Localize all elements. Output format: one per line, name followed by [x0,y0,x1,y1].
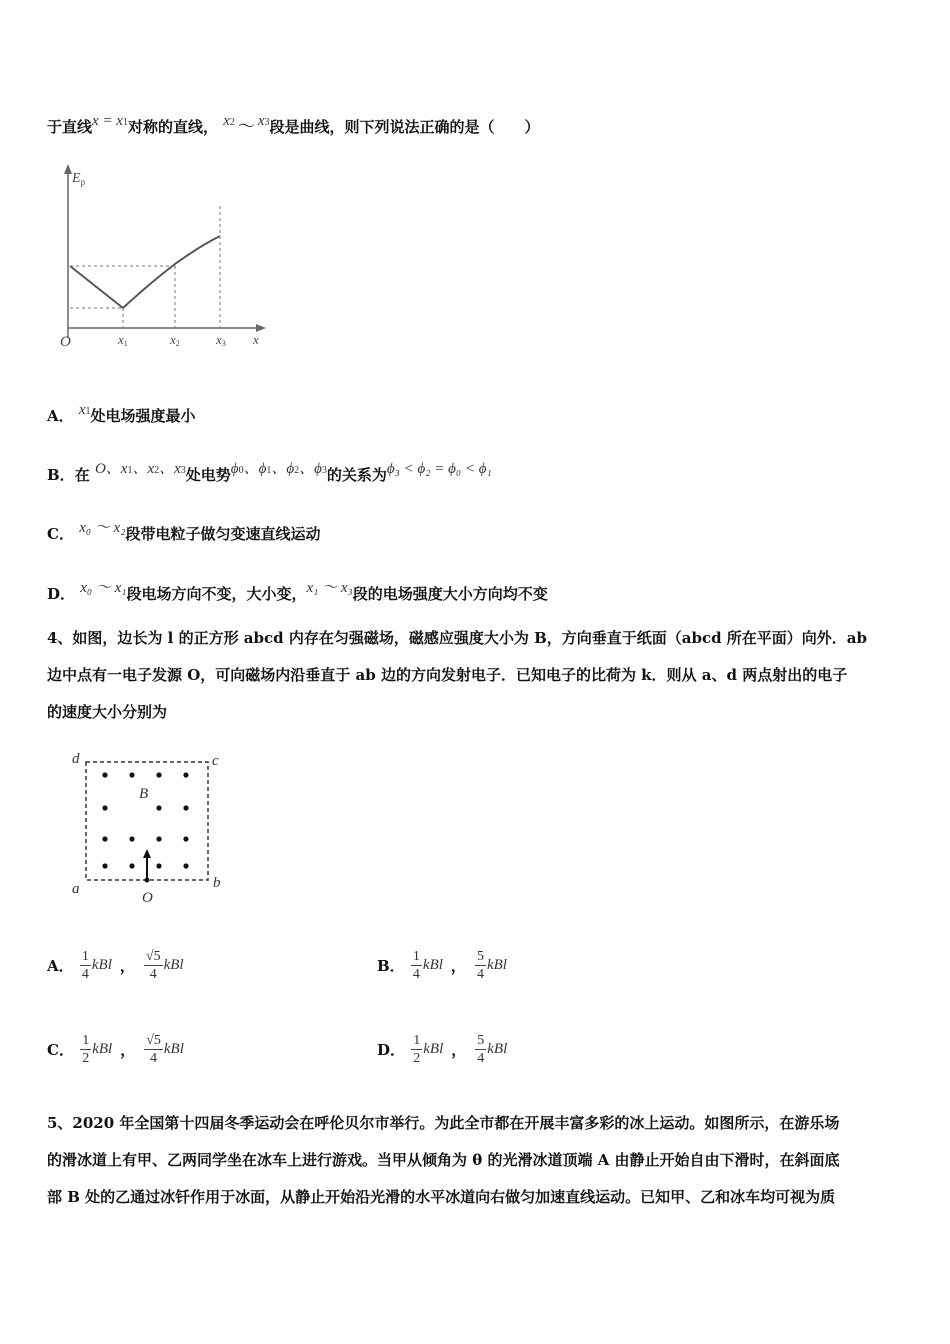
corner-a: a [72,881,80,897]
q3-option-b[interactable] [47,461,492,485]
unit: kBl [163,1041,184,1057]
option-b-pre: 在 [74,466,90,484]
fraction: $\frac{√5}{4}$ [145,949,161,982]
unit: kBl [487,1041,508,1057]
fraction: $\frac{1}{2}$ [82,1033,90,1066]
ep-line-segment [70,266,123,308]
option-d-range2: x₁ ～ x₃ [306,580,353,596]
q5-stem-line: 5、2020 年全国第十四届冬季运动会在呼伦贝尔市举行。为此全市都在开展丰富多彩的冰上运动。如图所示，在游乐场 [47,1114,840,1132]
option-b-phis: ϕ0、ϕ1、ϕ2、ϕ3 [230,461,327,477]
q4-option-d[interactable]: D． $\frac{1}{2}$ kBl ， $\frac{5}{4}$ kBl [377,1033,508,1066]
q3-option-a[interactable] [47,402,196,426]
option-d-text2: 段的电场强度大小方向均不变 [352,585,548,603]
option-label: B． [47,466,75,484]
arrow-head [143,849,151,858]
q3-ep-graph [50,158,280,358]
fraction: $\frac{1}{4}$ [412,949,420,982]
option-label: A． [47,957,74,975]
origin-label: O [60,334,71,350]
q3-stem-equation: x = x1 [92,113,128,129]
q3-stem-prefix: 于直线 [47,118,93,136]
option-label: C． [47,1041,74,1059]
q5-stem [47,1105,905,1216]
fraction: $\frac{√5}{4}$ [146,1033,161,1066]
unit: kBl [423,1041,444,1057]
unit: kBl [91,957,112,973]
unit: kBl [92,1041,113,1057]
unit: kBl [422,957,443,973]
option-d-text1: 段电场方向不变，大小变， [126,585,307,603]
q5-stem-line: 部 B 处的乙通过冰钎作用于冰面，从静止开始沿光滑的水平冰道向右做匀加速直线运动。已知甲、乙和冰车均可视为质 [47,1188,836,1206]
tick-x2: x2 [170,332,180,348]
tick-x1: x1 [118,332,128,348]
option-label: D． [377,1041,406,1059]
q3-stem-mid: 对称的直线， [127,118,218,136]
option-a-text: 处电场强度最小 [90,407,196,425]
corner-b: b [213,875,221,891]
q3-range-end: x3 [257,113,270,129]
option-b-points: O、x1、x2、x3 [94,461,186,477]
q4-stem-line: 4、如图，边长为 l 的正方形 abcd 内存在匀强磁场，磁感应强度大小为 B，方向垂直于纸面（abcd 所在平面）向外．ab [47,629,868,647]
q3-option-c[interactable] [47,520,321,544]
fraction: $\frac{5}{4}$ [477,1033,485,1066]
unit: kBl [486,957,507,973]
q4-option-b[interactable]: B． $\frac{1}{4}$ kBl ， $\frac{5}{4}$ kBl [377,949,507,982]
q3-stem-suffix: 段是曲线，则下列说法正确的是（ ） [269,118,540,136]
q3-option-d[interactable] [47,580,548,604]
q4-magnetic-field-figure [62,745,232,910]
option-d-range1: x₀ ～ x₁ [80,580,127,596]
q4-stem-line: 边中点有一电子发源 O，可向磁场内沿垂直于 ab 边的方向发射电子．已知电子的比荷为 k．则从 a、d 两点射出的电子 [47,666,848,684]
unit: kBl [163,957,184,973]
option-b-relation: ϕ₃ < ϕ₂ = ϕ₀ < ϕ₁ [386,461,492,477]
y-axis-arrow [64,164,72,174]
option-label: C． [47,525,74,543]
tick-x3: x3 [216,332,226,348]
field-label-b: B [139,786,149,802]
fraction: $\frac{5}{4}$ [476,949,484,982]
option-c-range: x₀ ～ x₂ [79,520,126,536]
option-label: D． [47,585,76,603]
q3-stem-line [47,112,540,137]
option-a-var: x1 [78,402,91,418]
option-b-rel-text: 的关系为 [326,466,387,484]
x-axis-arrow [256,324,266,332]
option-label: B． [377,957,405,975]
corner-d: d [72,751,80,767]
y-axis-label: $E_p$ [72,171,86,187]
q3-range-tilde: ～ [237,117,255,137]
ep-curve-segment [123,236,220,308]
q4-option-a[interactable]: A． $\frac{1}{4}$ kBl ， $\frac{√5}{4}$ kBl [47,949,184,982]
option-label: A． [47,407,74,425]
source-label: O [142,890,153,906]
q3-range-start: x2 [223,113,235,129]
x-axis-label: x [253,332,259,347]
q4-option-c[interactable]: C． $\frac{1}{2}$ kBl ， $\frac{√5}{4}$ kBl [47,1033,184,1066]
fraction: $\frac{1}{2}$ [413,1033,421,1066]
q5-stem-line: 的滑冰道上有甲、乙两同学坐在冰车上进行游戏。当甲从倾角为 θ 的光滑冰道顶端 A 由静止开始自由下滑时，在斜面底 [47,1151,840,1169]
q4-stem [47,620,905,731]
option-c-text: 段带电粒子做匀变速直线运动 [125,525,321,543]
option-b-mid: 处电势 [185,466,231,484]
fraction: $\frac{1}{4}$ [81,949,89,982]
q4-stem-line: 的速度大小分别为 [47,703,168,721]
corner-c: c [212,753,219,769]
source-point [145,878,150,883]
